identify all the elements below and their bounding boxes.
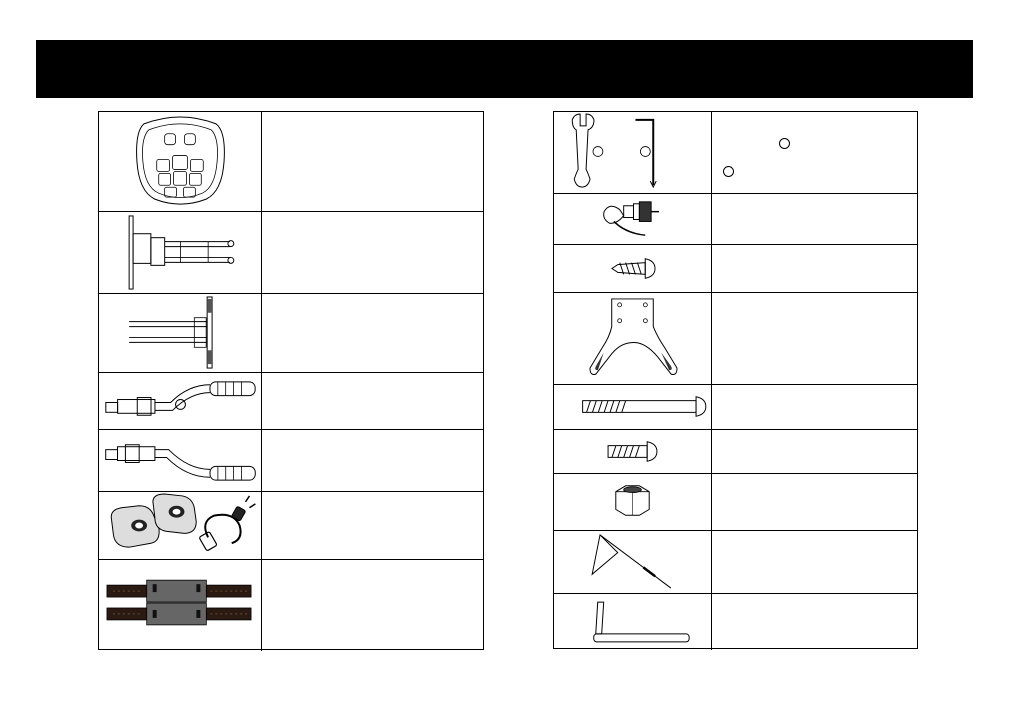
image-cell [554, 385, 712, 429]
table-row [99, 560, 483, 651]
table-row [554, 194, 917, 245]
description-cell [262, 430, 483, 491]
description-cell [262, 294, 483, 372]
header-banner [36, 40, 973, 98]
table-row [99, 373, 483, 430]
image-cell [554, 194, 712, 244]
image-cell [99, 492, 262, 559]
callout-circle [723, 166, 734, 177]
description-cell [262, 560, 483, 651]
right-parts-table [553, 111, 918, 649]
wrench-and-hex-key-icon [554, 112, 711, 193]
image-cell [554, 474, 712, 530]
description-cell [712, 245, 917, 292]
table-row [554, 385, 917, 430]
image-cell [99, 294, 262, 372]
image-cell [554, 531, 712, 593]
image-cell [99, 112, 262, 211]
description-cell [712, 293, 917, 384]
description-cell [712, 430, 917, 473]
image-cell [554, 594, 712, 650]
table-row [554, 594, 917, 650]
flag-pole-icon [554, 531, 711, 593]
description-cell [712, 385, 917, 429]
hex-nut-icon [554, 474, 711, 530]
table-row [554, 245, 917, 293]
description-cell [262, 373, 483, 429]
clamps-and-charger-icon [99, 492, 261, 559]
image-cell [554, 112, 712, 193]
description-cell [712, 594, 917, 650]
image-cell [554, 245, 712, 292]
image-cell [554, 293, 712, 384]
description-cell [712, 531, 917, 593]
right-handlebar-icon [99, 430, 261, 491]
description-cell [262, 492, 483, 559]
table-row [554, 293, 917, 385]
description-cell [262, 212, 483, 293]
long-bolt-icon [554, 385, 711, 429]
quick-release-clamp-icon [554, 194, 711, 244]
image-cell [99, 560, 262, 651]
image-cell [99, 430, 262, 491]
description-cell [262, 112, 483, 211]
callout-circle [779, 138, 790, 149]
straps-icon [99, 560, 261, 651]
screw-icon [554, 245, 711, 292]
table-row [99, 212, 483, 294]
table-row [99, 112, 483, 212]
description-cell [712, 194, 917, 244]
bracket-icon [554, 293, 711, 384]
table-row [99, 430, 483, 492]
table-row [554, 112, 917, 194]
seat-icon [99, 112, 261, 211]
table-row [99, 492, 483, 560]
table-row [554, 474, 917, 531]
table-row [99, 294, 483, 373]
rear-axle-frame-icon [99, 294, 261, 372]
description-cell [712, 112, 917, 193]
left-parts-table [98, 111, 484, 650]
image-cell [99, 212, 262, 293]
description-cell [712, 474, 917, 530]
table-row [554, 531, 917, 594]
seat-frame-icon [99, 212, 261, 293]
left-handlebar-icon [99, 373, 261, 429]
table-row [554, 430, 917, 474]
image-cell [554, 430, 712, 473]
stand-icon [554, 594, 711, 650]
image-cell [99, 373, 262, 429]
short-bolt-icon [554, 430, 711, 473]
